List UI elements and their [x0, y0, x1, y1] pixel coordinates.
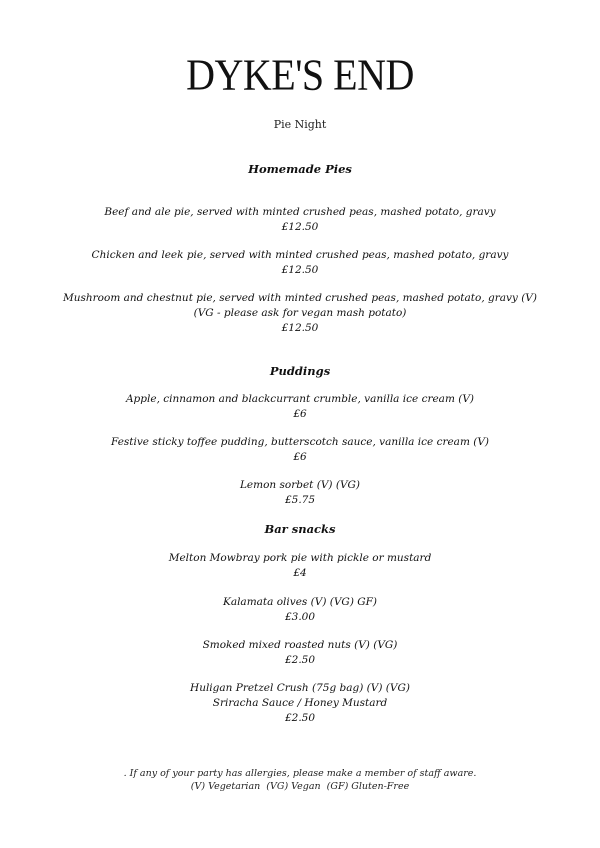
- item-description: Mushroom and chestnut pie, served with minted crushed peas, mashed potato, gravy (V): [63, 292, 537, 304]
- menu-item: [0, 205, 600, 235]
- venue-logo: DYKE'S END: [186, 49, 414, 100]
- item-description: Festive sticky toffee pudding, butterscotch sauce, vanilla ice cream (V): [110, 436, 490, 448]
- menu-item: [0, 638, 600, 668]
- item-options: Sriracha Sauce / Honey Mustard: [212, 697, 388, 709]
- section-title-homemade-pies: Homemade Pies: [248, 162, 352, 176]
- menu-item: [0, 248, 600, 278]
- item-description: Melton Mowbray pork pie with pickle or mustard: [168, 552, 432, 564]
- menu-item: [0, 681, 600, 726]
- item-note: (VG - please ask for vegan mash potato): [193, 307, 407, 319]
- item-description: Chicken and leek pie, served with minted crushed peas, mashed potato, gravy: [91, 249, 509, 261]
- menu-item: [0, 595, 600, 625]
- item-price: £2.50: [284, 712, 316, 724]
- item-price: £6: [293, 451, 307, 463]
- menu-item: [0, 392, 600, 422]
- item-price: £12.50: [281, 264, 319, 276]
- menu-subtitle: Pie Night: [273, 118, 327, 131]
- menu-item: [0, 478, 600, 508]
- item-price: £4: [293, 567, 307, 579]
- item-description: Lemon sorbet (V) (VG): [239, 479, 361, 491]
- item-price: £2.50: [284, 654, 316, 666]
- menu-item: [0, 435, 600, 465]
- item-description: Kalamata olives (V) (VG) GF): [222, 596, 378, 608]
- item-description: Smoked mixed roasted nuts (V) (VG): [202, 639, 398, 651]
- section-title-bar-snacks: Bar snacks: [264, 522, 336, 536]
- section-title-puddings: Puddings: [269, 364, 331, 378]
- item-price: £12.50: [281, 221, 319, 233]
- item-description: Huligan Pretzel Crush (75g bag) (V) (VG): [190, 682, 410, 694]
- item-price: £12.50: [281, 322, 319, 334]
- item-description: Beef and ale pie, served with minted crushed peas, mashed potato, gravy: [104, 206, 496, 218]
- item-price: £3.00: [284, 611, 316, 623]
- menu-item: [0, 551, 600, 581]
- dietary-key: (V) Vegetarian (VG) Vegan (GF) Gluten-Free: [190, 781, 410, 792]
- allergy-note: . If any of your party has allergies, please make a member of staff aware.: [123, 768, 477, 779]
- item-price: £5.75: [284, 494, 316, 506]
- item-description: Apple, cinnamon and blackcurrant crumble, vanilla ice cream (V): [125, 393, 475, 405]
- menu-item: [0, 291, 600, 336]
- item-price: £6: [293, 408, 307, 420]
- allergy-footer: [0, 767, 600, 793]
